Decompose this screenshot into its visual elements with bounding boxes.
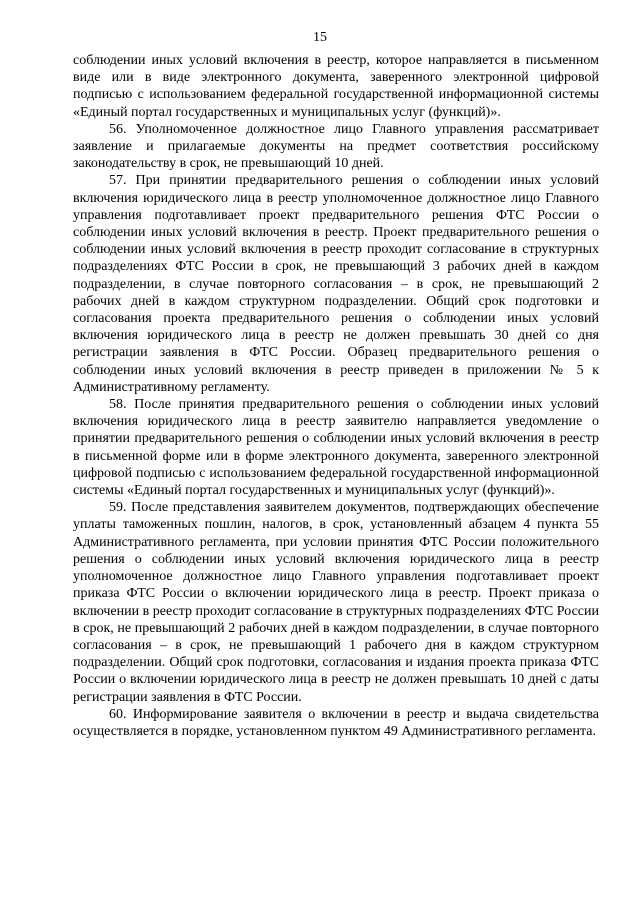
paragraph-57: 57. При принятии предварительного решения о соблюдении иных условий включения юридического лица в реестр уполномоченное должностное лицо Главного управления подготавливает проект предварительного решения ФТС России о соблюдении иных условий включения в реестр. Проект предварительного решения о соблюдении иных условий включения в реестр проходит согласование в структурных подразделениях ФТС России в срок, не превышающий 3 рабочих дней в каждом подразделении, в случае повторного согласования – в срок, не превышающий 2 рабочих дней в каждом структурном подразделении. Общий срок подготовки и согласования проекта предварительного решения о соблюдении иных условий включения юридического лица в реестр не должен превышать 30 дней со дня регистрации заявления в ФТС России. Образец предварительного решения о соблюдении иных условий включения в реестр приведен в приложении № 5 к Административному регламенту. [73,173,599,395]
paragraph-60: 60. Информирование заявителя о включении в реестр и выдача свидетельства осуществляется в порядке, установленном пунктом 49 Административного регламента. [73,706,599,739]
document-body [73,52,599,740]
paragraph-56: 56. Уполномоченное должностное лицо Главного управления рассматривает заявление и прилагаемые документы на предмет соответствия российскому законодательству в срок, не превышающий 10 дней. [73,121,599,172]
paragraph-continuation: соблюдении иных условий включения в реестр, которое направляется в письменном виде или в виде электронного документа, заверенного электронной цифровой подписью с использованием федеральной государственной информационной системы «Единый портал государственных и муниципальных услуг (функций)». [73,53,599,120]
page-number: 15 [313,30,327,45]
paragraph-58: 58. После принятия предварительного решения о соблюдении иных условий включения юридического лица в реестр заявителю направляется уведомление о принятии предварительного решения о соблюдении иных условий включения в реестр в письменной форме или в форме электронного документа, заверенного электронной цифровой подписью с использованием федеральной государственной информационной системы «Единый портал государственных и муниципальных услуг (функций)». [73,397,599,499]
paragraph-59: 59. После представления заявителем документов, подтверждающих обеспечение уплаты таможенных пошлин, налогов, в срок, установленный абзацем 4 пункта 55 Административного регламента, при условии принятия ФТС России положительного решения о соблюдении иных условий включения юридического лица в реестр уполномоченное должностное лицо Главного управления подготавливает проект приказа ФТС России о включении юридического лица в реестр. Проект приказа о включении в реестр проходит согласование в структурных подразделениях ФТС России в срок, не превышающий 2 рабочих дней в каждом подразделении, в случае повторного согласования – в срок, не превышающий 1 рабочего дня в каждом структурном подразделении. Общий срок подготовки, согласования и издания проекта приказа ФТС России о включении юридического лица в реестр не должен превышать 10 дней с даты регистрации заявления в ФТС России. [73,500,599,705]
